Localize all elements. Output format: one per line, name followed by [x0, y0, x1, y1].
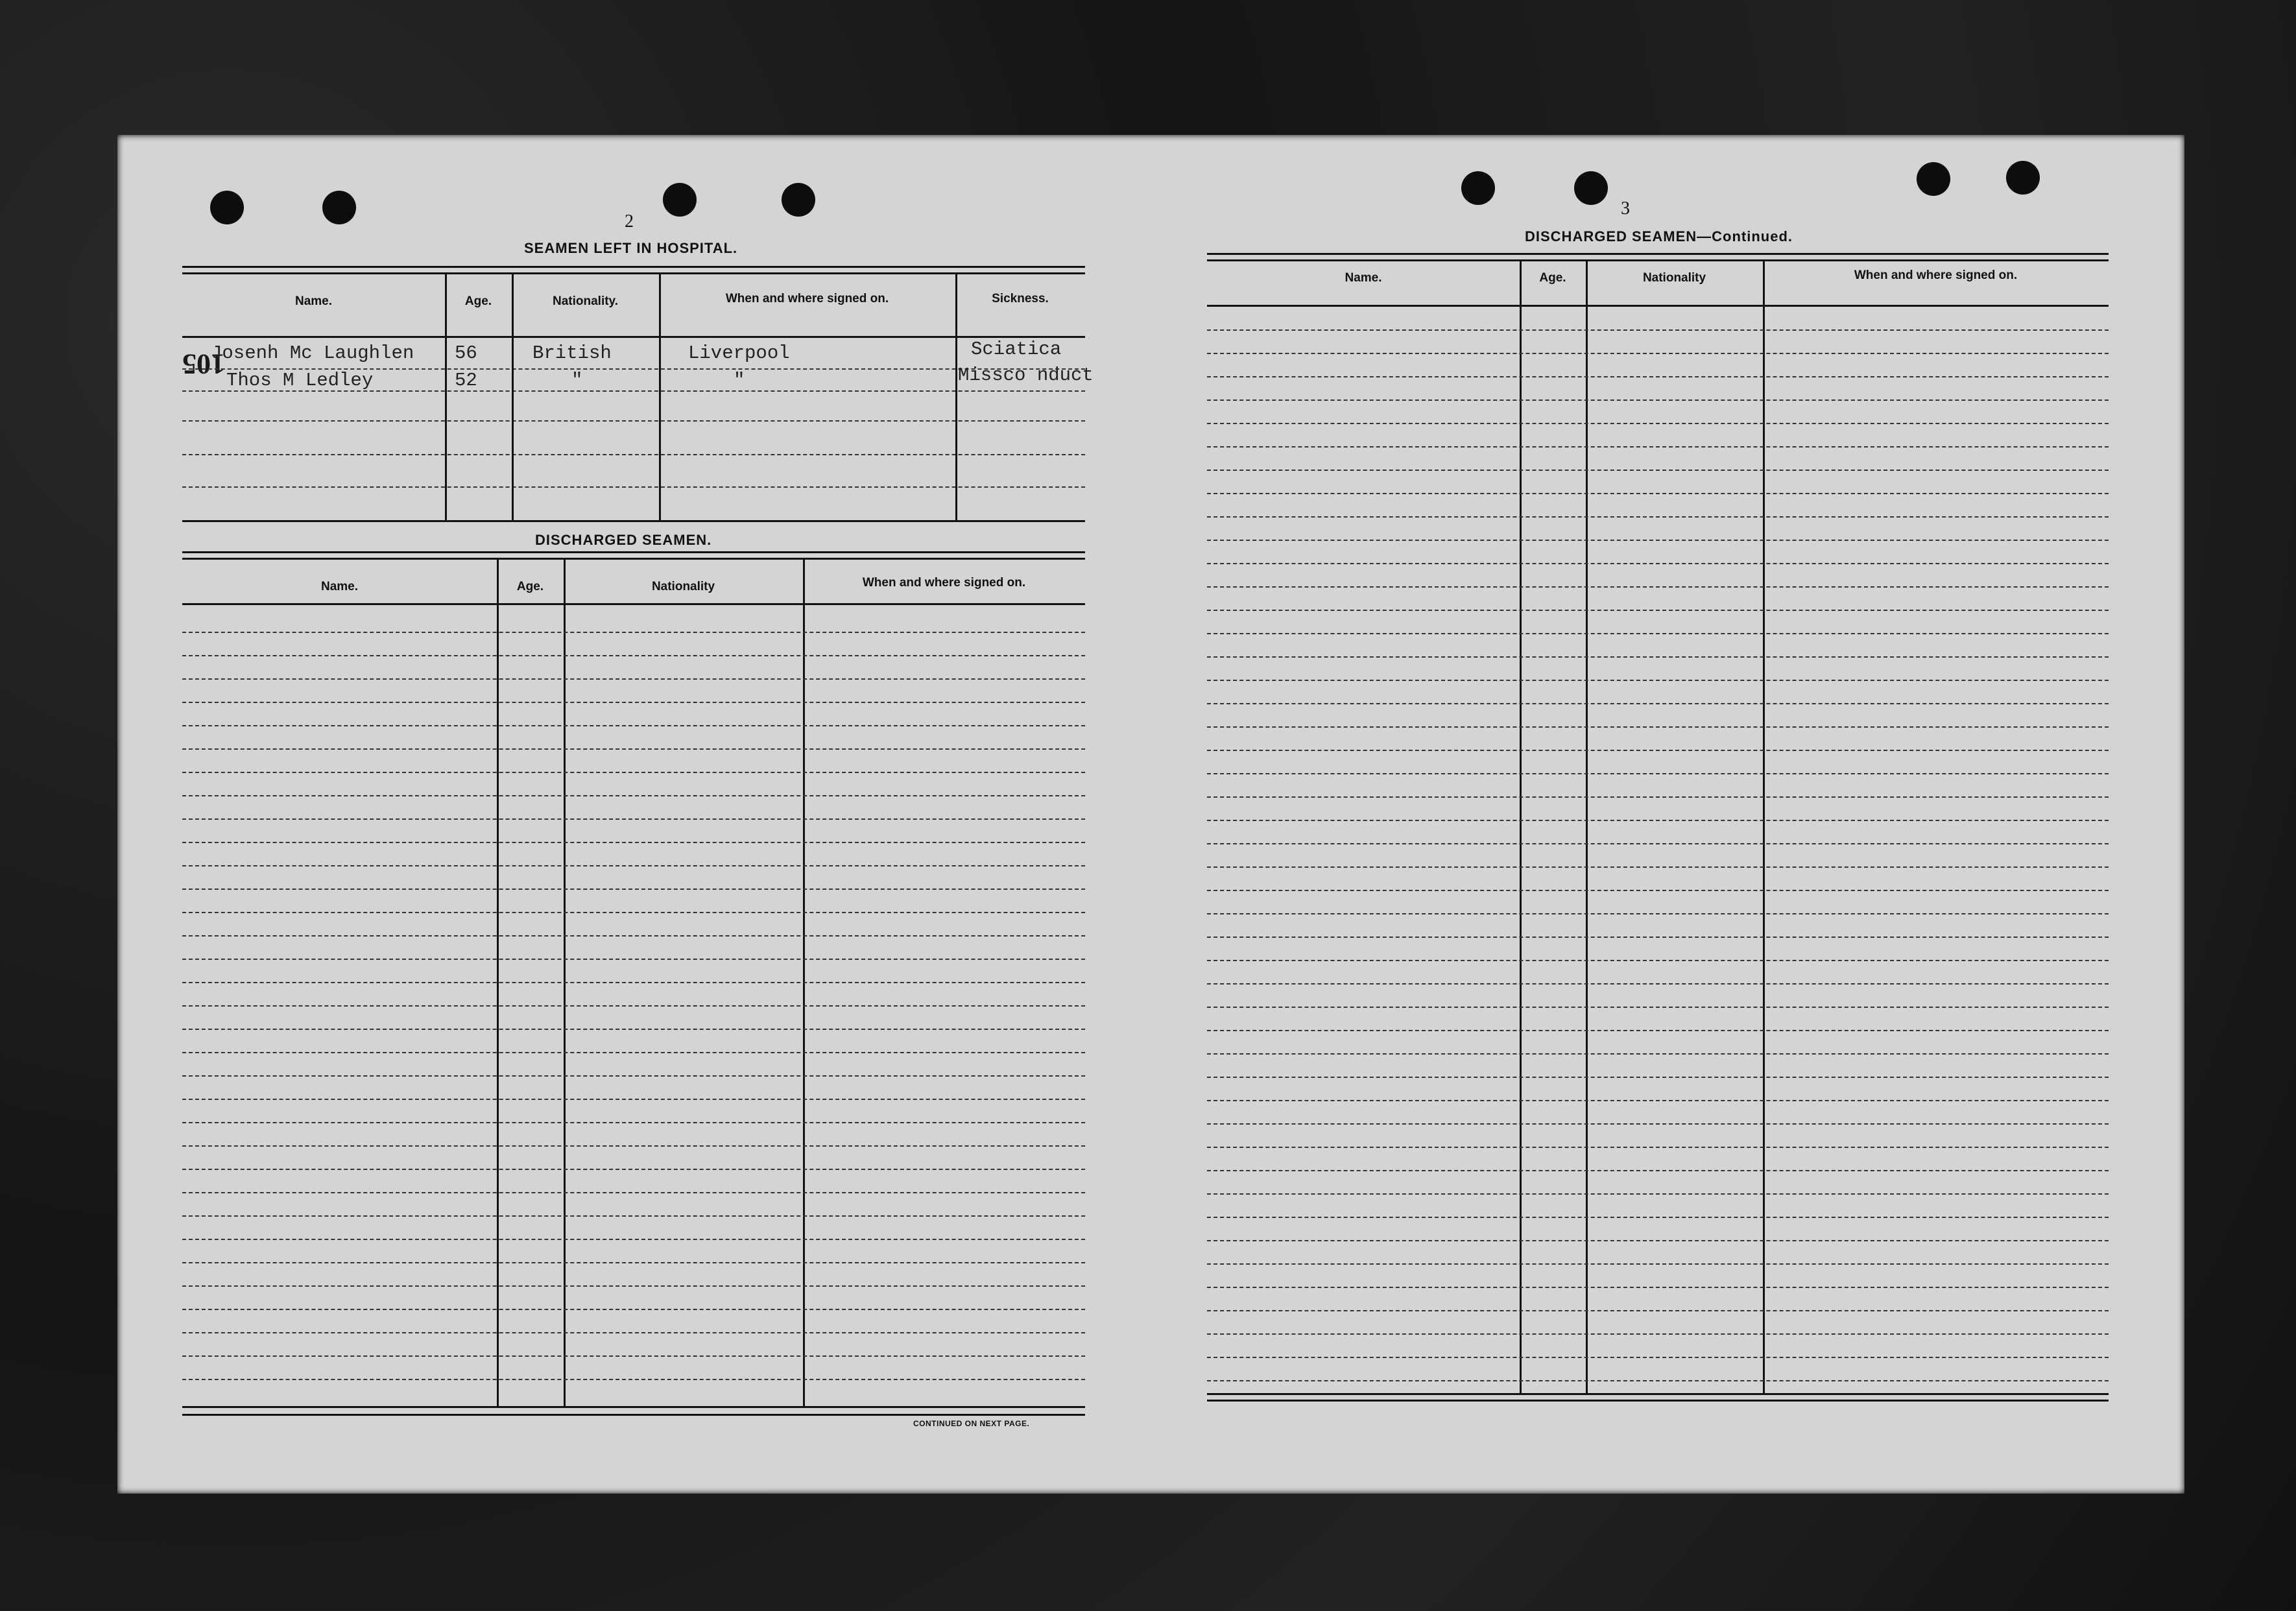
col-nationality: Nationality — [1642, 271, 1706, 285]
ruled-line — [1207, 796, 2109, 798]
ruled-line — [1207, 423, 2109, 424]
ruled-line — [1207, 960, 2109, 961]
punch-hole — [210, 191, 244, 224]
ruled-line — [1207, 353, 2109, 354]
punch-hole — [322, 191, 356, 224]
ruled-line — [1207, 656, 2109, 658]
ruled-line — [1207, 843, 2109, 844]
ruled-line — [1207, 890, 2109, 891]
discharged-section-title: DISCHARGED SEAMEN. — [535, 532, 712, 548]
ruled-line — [182, 1005, 1085, 1007]
ruled-line — [182, 1052, 1085, 1053]
ruled-line — [182, 865, 1085, 866]
ruled-line — [182, 842, 1085, 843]
page-number: 2 — [625, 211, 634, 232]
row2-signed-on: " — [734, 370, 745, 391]
continued-note: CONTINUED ON NEXT PAGE. — [913, 1419, 1030, 1428]
col-name: Name. — [294, 294, 333, 308]
ruled-line — [1207, 1007, 2109, 1008]
ruled-line — [182, 1309, 1085, 1310]
ruled-line — [1207, 586, 2109, 588]
ruled-line — [1207, 820, 2109, 821]
ruled-line — [1207, 726, 2109, 728]
col-age: Age. — [1539, 271, 1566, 285]
ruled-line — [1207, 633, 2109, 634]
col-nationality: Nationality — [651, 580, 715, 593]
col-signed-on: When and where signed on. — [862, 576, 1026, 590]
ruled-line — [1207, 703, 2109, 704]
ruled-line — [1207, 1240, 2109, 1241]
punch-hole — [1461, 171, 1495, 205]
punch-hole — [2006, 161, 2040, 195]
ruled-line — [1207, 1310, 2109, 1311]
ruled-line — [1207, 1333, 2109, 1335]
ruled-line — [182, 1379, 1085, 1380]
ruled-line — [1207, 329, 2109, 331]
page-number: 3 — [1621, 198, 1630, 219]
ruled-line — [182, 935, 1085, 937]
col-name: Name. — [1345, 271, 1382, 285]
ruled-line — [182, 1355, 1085, 1357]
ruled-line — [182, 818, 1085, 820]
col-nationality: Nationality. — [553, 294, 618, 308]
ruled-line — [182, 1145, 1085, 1147]
ruled-line — [1207, 516, 2109, 518]
hospital-section-title: SEAMEN LEFT IN HOSPITAL. — [524, 240, 738, 256]
punch-hole — [663, 183, 697, 217]
ruled-line — [182, 1099, 1085, 1100]
document-sheet — [117, 135, 2184, 1494]
ruled-line — [182, 1029, 1085, 1030]
ruled-line — [1207, 1193, 2109, 1195]
ruled-line — [182, 1075, 1085, 1077]
col-age: Age. — [516, 580, 544, 593]
ruled-line — [1207, 400, 2109, 401]
ruled-line — [1207, 1357, 2109, 1358]
ruled-line — [182, 1332, 1085, 1333]
ruled-line — [1207, 773, 2109, 774]
col-signed-on: When and where signed on. — [725, 292, 889, 305]
row1-sickness: Sciatica — [971, 339, 1062, 360]
ruled-line — [182, 772, 1085, 773]
discharged-table — [182, 551, 1085, 1420]
ruled-line — [182, 1239, 1085, 1240]
right-page — [1129, 135, 2184, 1494]
ruled-line — [1207, 1123, 2109, 1125]
discharged-continued-title: DISCHARGED SEAMEN—Continued. — [1525, 228, 1793, 245]
col-signed-on: When and where signed on. — [1854, 268, 2018, 282]
row1-age: 56 — [455, 342, 477, 364]
ruled-line — [1207, 446, 2109, 448]
ruled-line — [182, 655, 1085, 656]
ruled-line — [1207, 1170, 2109, 1171]
discharged-continued-table — [1207, 253, 2109, 1420]
ruled-line — [1207, 1077, 2109, 1078]
ruled-line — [1207, 563, 2109, 564]
ruled-line — [1207, 610, 2109, 611]
ruled-line — [1207, 1053, 2109, 1055]
ruled-line — [182, 702, 1085, 703]
row2-age: 52 — [455, 370, 477, 391]
ruled-line — [1207, 1287, 2109, 1288]
ruled-line — [182, 1169, 1085, 1170]
row2-name: Thos M Ledley — [226, 370, 374, 391]
punch-hole — [782, 183, 815, 217]
ruled-line — [182, 912, 1085, 913]
ruled-line — [1207, 1147, 2109, 1148]
ruled-line — [1207, 1380, 2109, 1381]
ruled-line — [1207, 680, 2109, 681]
ruled-line — [1207, 493, 2109, 494]
ruled-line — [182, 1215, 1085, 1217]
ruled-line — [1207, 1100, 2109, 1101]
ruled-line — [1207, 913, 2109, 914]
ruled-line — [182, 725, 1085, 726]
punch-hole — [1574, 171, 1608, 205]
left-page — [117, 135, 1129, 1494]
stamp-number: 105 — [182, 348, 225, 380]
ruled-line — [1207, 866, 2109, 868]
ruled-line — [182, 959, 1085, 960]
punch-hole — [1917, 162, 1950, 196]
ruled-line — [1207, 540, 2109, 541]
ruled-line — [1207, 983, 2109, 984]
ruled-line — [182, 678, 1085, 680]
row1-nationality: British — [532, 342, 612, 364]
ruled-line — [1207, 937, 2109, 938]
ruled-line — [182, 1122, 1085, 1123]
ruled-line — [182, 748, 1085, 750]
ruled-line — [182, 1285, 1085, 1287]
ruled-line — [182, 795, 1085, 796]
ruled-line — [182, 1262, 1085, 1263]
col-name: Name. — [320, 580, 359, 593]
ruled-line — [182, 889, 1085, 890]
ruled-line — [182, 982, 1085, 983]
ruled-line — [182, 1192, 1085, 1193]
ruled-line — [1207, 1217, 2109, 1218]
ruled-line — [1207, 376, 2109, 377]
ruled-line — [1207, 1030, 2109, 1031]
ruled-line — [1207, 470, 2109, 471]
col-age: Age. — [464, 294, 492, 308]
row1-signed-on: Liverpool — [688, 342, 790, 364]
ruled-line — [1207, 1263, 2109, 1265]
ruled-line — [1207, 750, 2109, 751]
col-sickness: Sickness. — [992, 292, 1049, 305]
row2-nationality: " — [571, 370, 583, 391]
hospital-table — [182, 266, 1094, 527]
row2-sickness: Missco nduct — [958, 364, 1094, 386]
ruled-line — [182, 632, 1085, 633]
row1-name: Josenh Mc Laughlen — [211, 342, 414, 364]
